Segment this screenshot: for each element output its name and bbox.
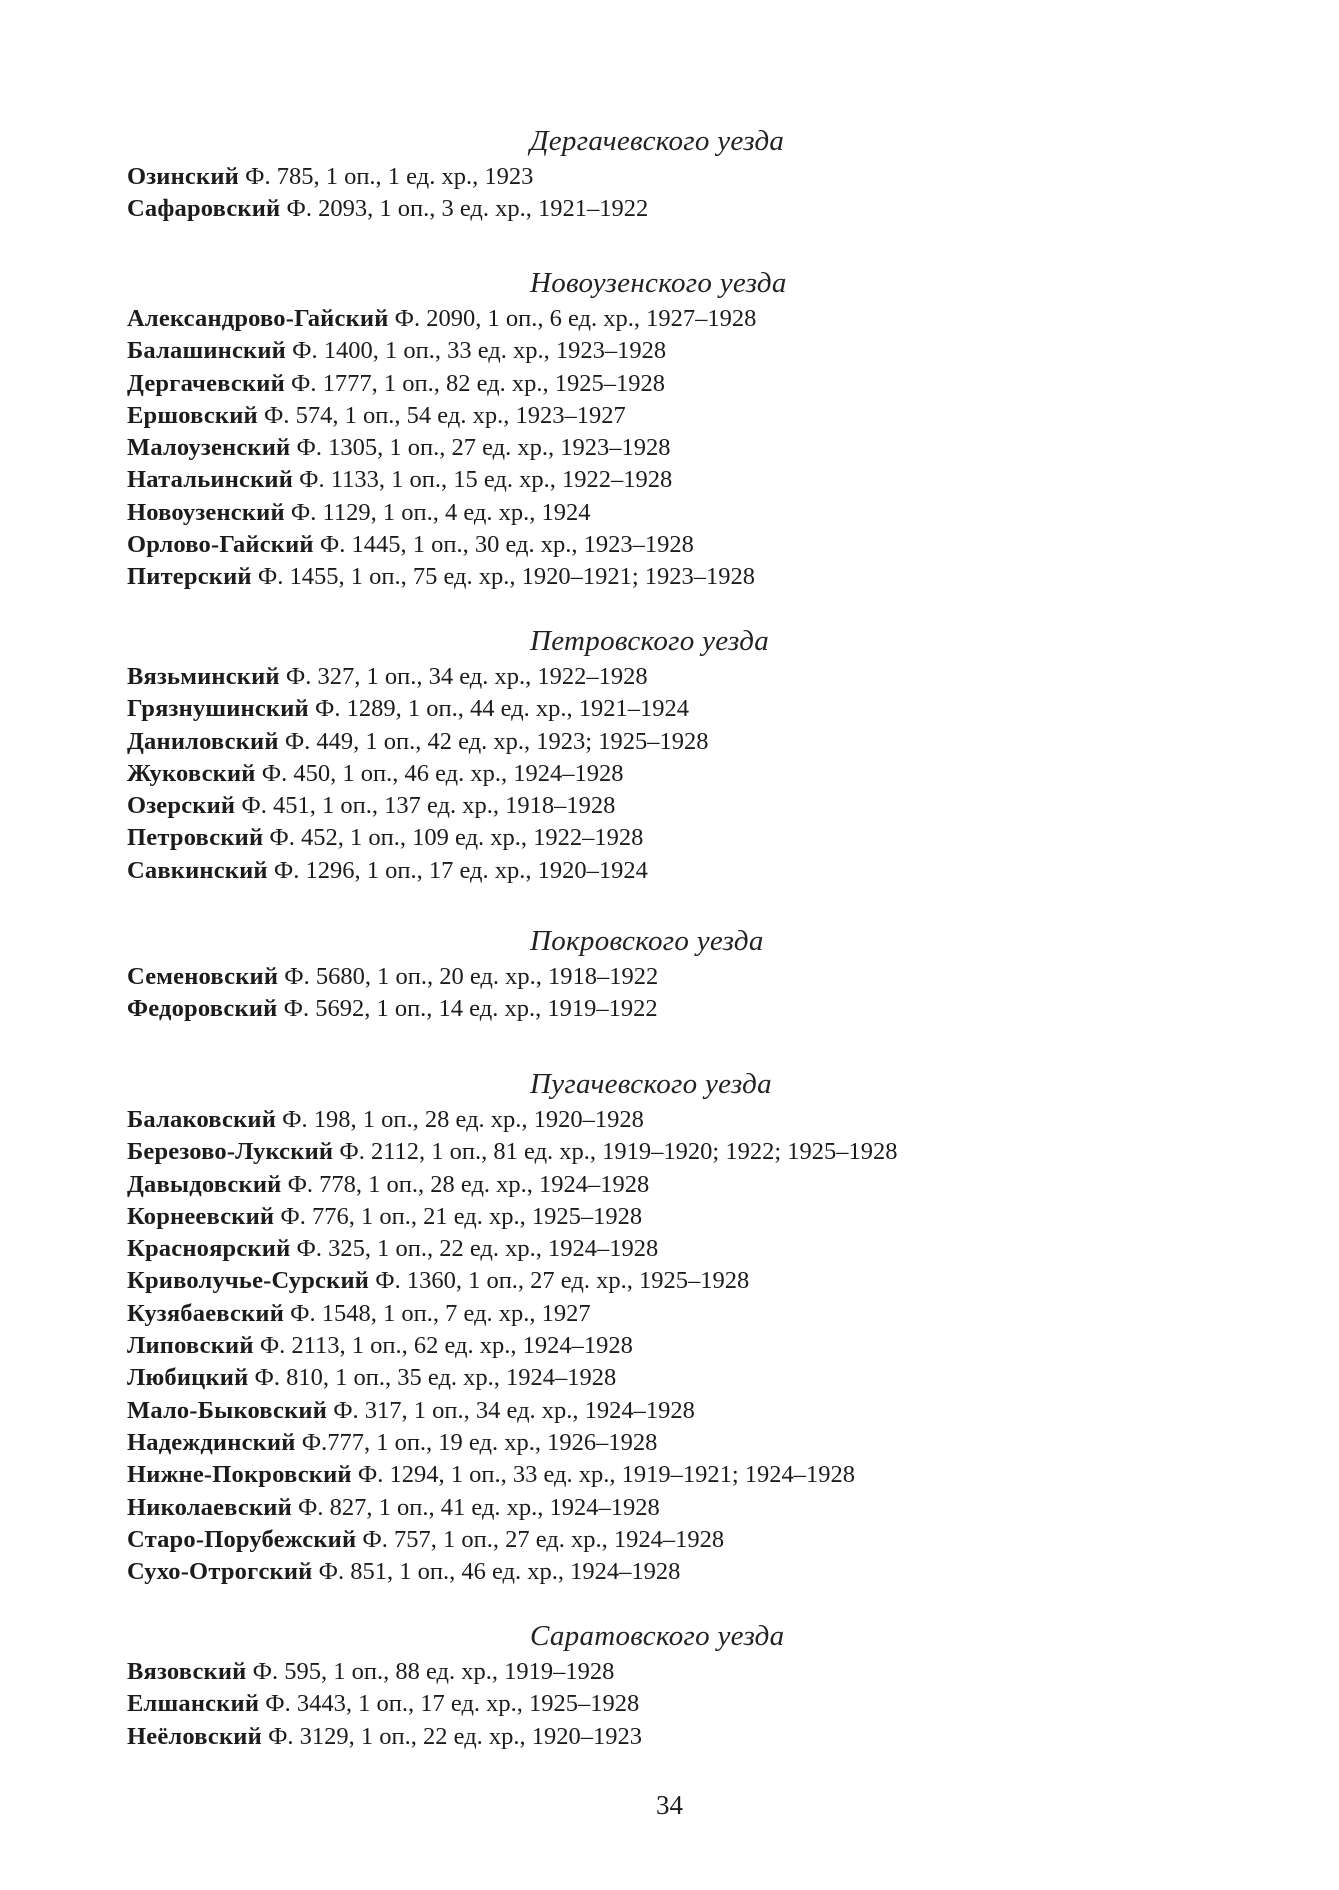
entry-details: Ф. 3443, 1 оп., 17 ед. хр., 1925–1928 — [265, 1690, 640, 1718]
entry-name: Сафаровский — [127, 195, 281, 223]
entry-details: Ф. 776, 1 оп., 21 ед. хр., 1925–1928 — [280, 1202, 643, 1230]
entry-details: Ф. 1548, 1 оп., 7 ед. хр., 1927 — [290, 1299, 591, 1327]
entry-details: Ф. 1289, 1 оп., 44 ед. хр., 1921–1924 — [315, 695, 689, 723]
entry — [127, 303, 1247, 335]
entry — [127, 961, 1247, 993]
entry — [127, 1556, 1247, 1588]
entry-details: Ф. 3129, 1 оп., 22 ед. хр., 1920–1923 — [268, 1722, 643, 1750]
entry-name: Елшанский — [127, 1690, 260, 1718]
entry — [127, 561, 1247, 593]
entry — [127, 822, 1247, 854]
entry — [127, 1233, 1247, 1265]
entry-list — [127, 303, 1247, 594]
section-petrovsky-uezd — [127, 625, 1247, 887]
entry-details: Ф. 778, 1 оп., 28 ед. хр., 1924–1928 — [287, 1170, 650, 1198]
entry-details: Ф. 325, 1 оп., 22 ед. хр., 1924–1928 — [296, 1235, 659, 1263]
entry-name: Липовский — [127, 1332, 254, 1360]
entry-details: Ф. 317, 1 оп., 34 ед. хр., 1924–1928 — [333, 1396, 695, 1424]
section-title: Петровского уезда — [530, 625, 770, 657]
entry-details: Ф. 827, 1 оп., 41 ед. хр., 1924–1928 — [298, 1493, 660, 1521]
entry-details: Ф. 452, 1 оп., 109 ед. хр., 1922–1928 — [269, 824, 644, 852]
entry — [127, 1427, 1247, 1459]
entry-name: Краснoярский — [127, 1235, 291, 1263]
entry — [127, 368, 1247, 400]
entry-name: Жуковский — [127, 759, 256, 787]
entry-name: Сухо-Отрогский — [127, 1558, 313, 1586]
entry-details: Ф. 1129, 1 оп., 4 ед. хр., 1924 — [290, 498, 591, 526]
entry-name: Грязнушинский — [127, 695, 309, 723]
section-title: Новоузенского уезда — [530, 267, 787, 299]
entry-details: Ф. 1445, 1 оп., 30 ед. хр., 1923–1928 — [319, 531, 694, 559]
entry-details: Ф. 1296, 1 оп., 17 ед. хр., 1920–1924 — [273, 856, 648, 884]
entry — [127, 1265, 1247, 1297]
entry-name: Натальинский — [127, 466, 294, 494]
entry — [127, 1201, 1247, 1233]
entry-details: Ф. 1777, 1 оп., 82 ед. хр., 1925–1928 — [291, 369, 666, 397]
entry-name: Березово-Лукский — [127, 1138, 334, 1166]
entry — [127, 1298, 1247, 1330]
entry — [127, 1524, 1247, 1556]
entry-details: Ф. 1294, 1 оп., 33 ед. хр., 1919–1921; 1924–1928 — [357, 1461, 856, 1489]
entry — [127, 1362, 1247, 1394]
entry-name: Надеждинский — [127, 1428, 296, 1456]
entry — [127, 790, 1247, 822]
entry — [127, 1395, 1247, 1427]
section-title: Покровского уезда — [530, 925, 764, 957]
entry — [127, 464, 1247, 496]
entry-details: Ф. 450, 1 оп., 46 ед. хр., 1924–1928 — [261, 759, 624, 787]
entry-details: Ф. 574, 1 оп., 54 ед. хр., 1923–1927 — [263, 401, 626, 429]
section-pokrovsky-uezd — [127, 925, 1247, 1026]
section-title: Дергачевского уезда — [530, 125, 785, 157]
entry-name: Федоровский — [127, 995, 278, 1023]
entry-name: Вязовский — [127, 1658, 247, 1685]
section-dergachevsky-uezd — [127, 125, 1247, 226]
entry-details: Ф. 810, 1 оп., 35 ед. хр., 1924–1928 — [254, 1364, 617, 1392]
entry — [127, 529, 1247, 561]
entry-details: Ф. 1400, 1 оп., 33 ед. хр., 1923–1928 — [292, 337, 667, 365]
entry-list — [127, 961, 1247, 1026]
entry-name: Балашинский — [127, 337, 286, 365]
section-title: Саратовского уезда — [530, 1620, 785, 1652]
entry-name: Криволучье-Сурский — [127, 1267, 370, 1295]
entry-list — [127, 1104, 1247, 1588]
entry — [127, 497, 1247, 529]
entry-name: Даниловский — [127, 727, 279, 755]
entry-name: Орлово-Гайский — [127, 531, 314, 559]
entry — [127, 161, 1247, 193]
entry-name: Озинский — [127, 163, 239, 190]
entry-details: Ф. 1360, 1 оп., 27 ед. хр., 1925–1928 — [375, 1267, 750, 1295]
entry — [127, 661, 1247, 693]
entry-details: Ф. 1455, 1 оп., 75 ед. хр., 1920–1921; 1923–1928 — [257, 563, 756, 591]
entry — [127, 855, 1247, 887]
entry — [127, 1721, 1247, 1753]
entry-name: Кузябаевский — [127, 1299, 285, 1327]
entry-name: Старо-Порубежский — [127, 1525, 357, 1553]
entry-name: Семеновский — [127, 963, 279, 990]
entry — [127, 993, 1247, 1025]
entry-details: Ф. 451, 1 оп., 137 ед. хр., 1918–1928 — [241, 792, 616, 820]
entry-details: Ф. 785, 1 оп., 1 ед. хр., 1923 — [245, 163, 534, 190]
entry — [127, 1688, 1247, 1720]
entry — [127, 758, 1247, 790]
entry-name: Нижне-Покровский — [127, 1461, 352, 1489]
entry-details: Ф. 5692, 1 оп., 14 ед. хр., 1919–1922 — [283, 995, 658, 1023]
entry-name: Любицкий — [127, 1364, 249, 1392]
entry-details: Ф. 851, 1 оп., 46 ед. хр., 1924–1928 — [318, 1558, 681, 1586]
entry-details: Ф. 327, 1 оп., 34 ед. хр., 1922–1928 — [285, 663, 648, 690]
entry-name: Петровский — [127, 824, 264, 852]
entry — [127, 432, 1247, 464]
entry-name: Питерский — [127, 563, 252, 591]
entry-details: Ф. 2112, 1 оп., 81 ед. хр., 1919–1920; 1922; 1925–1928 — [339, 1138, 898, 1166]
page-number: 34 — [656, 1790, 683, 1820]
entry-details: Ф. 1133, 1 оп., 15 ед. хр., 1922–1928 — [299, 466, 673, 494]
entry-list — [127, 661, 1247, 887]
entry — [127, 1656, 1247, 1688]
entry-details: Ф.777, 1 оп., 19 ед. хр., 1926–1928 — [301, 1428, 658, 1456]
entry — [127, 400, 1247, 432]
entry-name: Вязьминский — [127, 663, 280, 690]
entry-details: Ф. 198, 1 оп., 28 ед. хр., 1920–1928 — [282, 1106, 644, 1133]
entry-name: Николаевский — [127, 1493, 292, 1521]
entry-list — [127, 161, 1247, 226]
entry — [127, 1330, 1247, 1362]
entry — [127, 1459, 1247, 1491]
entry — [127, 726, 1247, 758]
entry-name: Дергачевский — [127, 369, 285, 397]
entry — [127, 1169, 1247, 1201]
entry-name: Малоузенский — [127, 434, 291, 462]
entry-name: Неёловский — [127, 1722, 262, 1750]
entry — [127, 1104, 1247, 1136]
entry-name: Мало-Быковский — [127, 1396, 328, 1424]
entry-details: Ф. 2093, 1 оп., 3 ед. хр., 1921–1922 — [286, 195, 649, 223]
section-pugachevsky-uezd — [127, 1068, 1247, 1588]
entry — [127, 693, 1247, 725]
entry-name: Ершовский — [127, 401, 258, 429]
entry-details: Ф. 449, 1 оп., 42 ед. хр., 1923; 1925–1928 — [284, 727, 709, 755]
entry-name: Озерский — [127, 792, 236, 820]
entry-details: Ф. 595, 1 оп., 88 ед. хр., 1919–1928 — [252, 1658, 615, 1685]
entry-name: Савкинский — [127, 856, 268, 884]
section-title: Пугачевского уезда — [530, 1068, 772, 1100]
entry — [127, 193, 1247, 225]
entry-details: Ф. 2090, 1 оп., 6 ед. хр., 1927–1928 — [394, 305, 757, 332]
entry-list — [127, 1656, 1247, 1753]
entry-name: Корнеевский — [127, 1202, 275, 1230]
entry-name: Новоузенский — [127, 498, 285, 526]
entry-name: Балаковский — [127, 1106, 277, 1133]
entry-details: Ф. 757, 1 оп., 27 ед. хр., 1924–1928 — [362, 1525, 725, 1553]
section-novouzensky-uezd — [127, 267, 1247, 594]
entry — [127, 1492, 1247, 1524]
entry-details: Ф. 5680, 1 оп., 20 ед. хр., 1918–1922 — [284, 963, 659, 990]
entry-name: Александрово-Гайский — [127, 305, 389, 332]
entry-details: Ф. 2113, 1 оп., 62 ед. хр., 1924–1928 — [259, 1332, 633, 1360]
section-saratovsky-uezd — [127, 1620, 1247, 1753]
entry — [127, 1136, 1247, 1168]
entry-details: Ф. 1305, 1 оп., 27 ед. хр., 1923–1928 — [296, 434, 671, 462]
entry-name: Давыдовский — [127, 1170, 282, 1198]
entry — [127, 335, 1247, 367]
